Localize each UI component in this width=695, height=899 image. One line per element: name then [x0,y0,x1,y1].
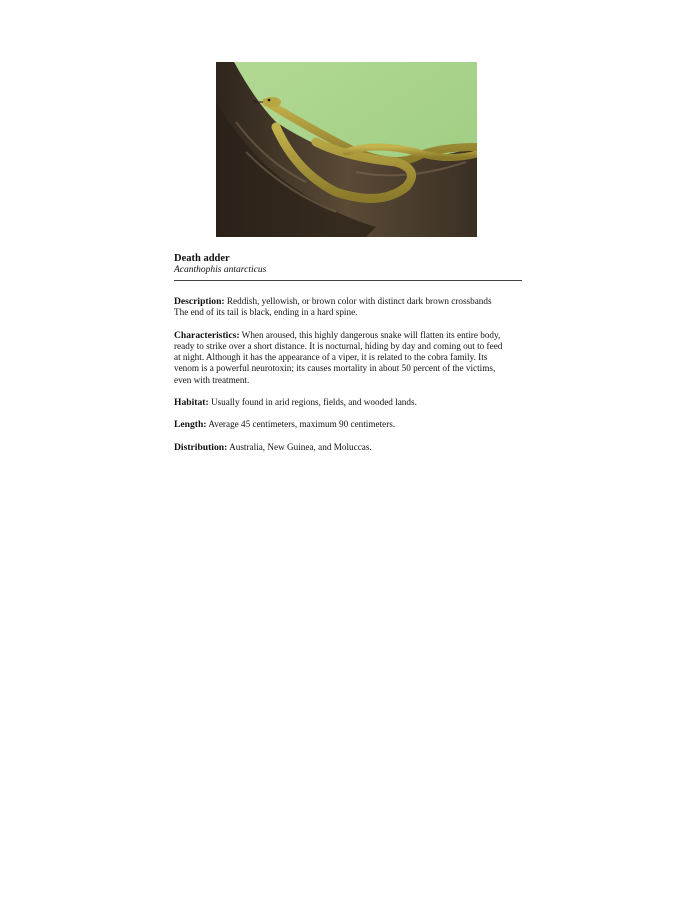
distribution-section [174,442,524,453]
species-heading [174,253,524,276]
characteristics-line-3: at night. Although it has the appearance of a viper, it is related to the cobra family. Its [174,352,488,363]
species-details [174,296,524,464]
description-section [174,296,524,319]
characteristics-line-2: ready to strike over a short distance. It is nocturnal, hiding by day and coming out to feed [174,340,503,351]
divider [174,280,522,281]
characteristics-line-1: When aroused, this highly dangerous snake will flatten its entire body, [241,329,501,340]
habitat-text: Usually found in arid regions, fields, and wooded lands. [210,397,417,408]
description-line-2: The end of its tail is black, ending in a hard spine. [174,307,358,318]
length-text: Average 45 centimeters, maximum 90 centimeters. [208,419,396,430]
description-line-1: Reddish, yellowish, or brown color with distinct dark brown crossbands [226,296,492,306]
characteristics-label: Characteristics: [174,329,240,341]
characteristics-line-5: even with treatment. [174,374,250,385]
snake-photo [216,62,477,237]
habitat-section [174,397,524,408]
latin-name: Acanthophis antarcticus [174,265,267,275]
common-name: Death adder [174,253,230,264]
distribution-text: Australia, New Guinea, and Moluccas. [229,441,372,452]
distribution-label: Distribution: [174,441,228,453]
description-label: Description: [174,296,225,307]
length-section [174,419,524,430]
characteristics-section [174,330,524,386]
characteristics-line-4: venom is a powerful neurotoxin; its causes mortality in about 50 percent of the victims, [174,363,496,374]
length-label: Length: [174,419,207,431]
habitat-label: Habitat: [174,397,209,409]
